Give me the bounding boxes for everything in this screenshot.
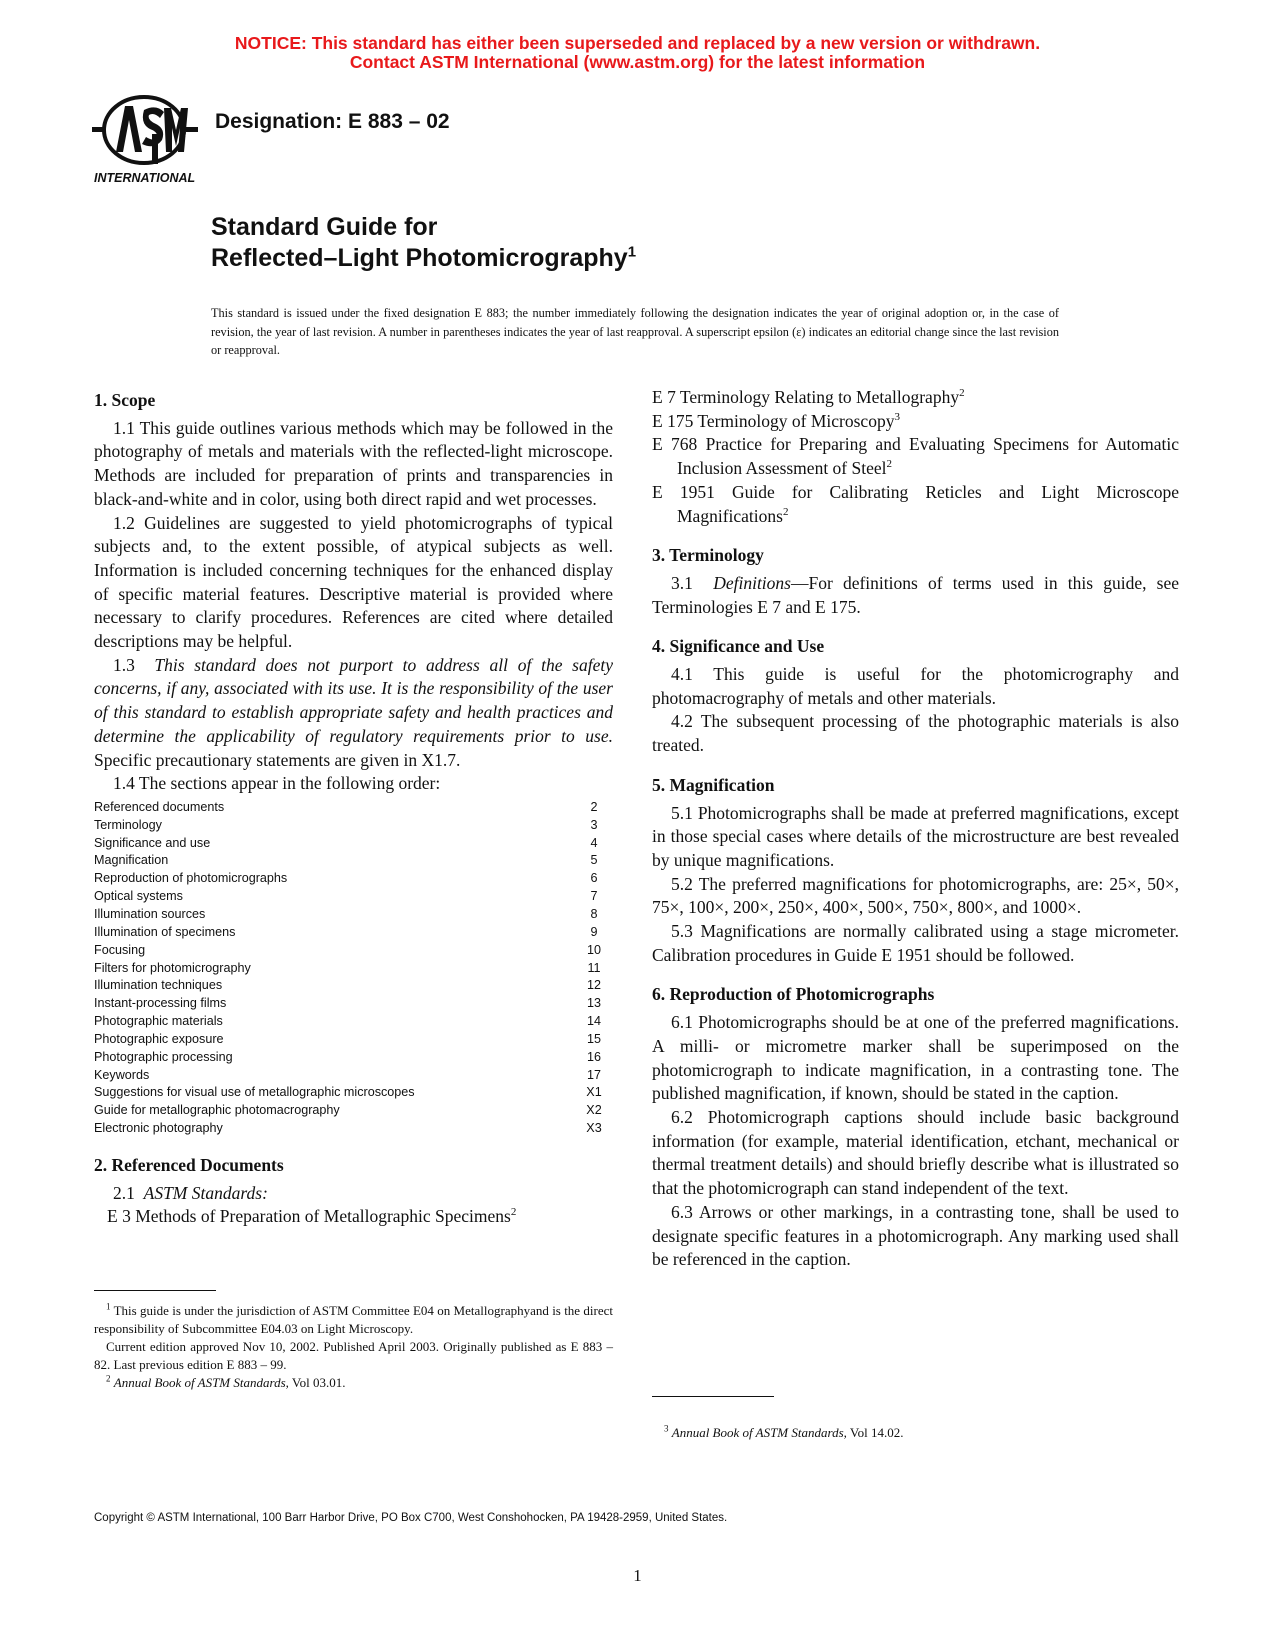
ref-e768-sup: 2 xyxy=(886,458,892,471)
section-reproduction-heading: 6. Reproduction of Photomicrographs xyxy=(652,984,935,1005)
title-line-1: Standard Guide for xyxy=(211,213,438,241)
toc-label: Instant-processing films xyxy=(94,996,227,1011)
page-title xyxy=(211,212,636,274)
toc-num: 3 xyxy=(590,817,598,832)
toc-row xyxy=(94,924,613,942)
toc-row xyxy=(94,1084,613,1102)
toc-label: Significance and use xyxy=(94,835,211,850)
title-footnote-mark: 1 xyxy=(627,243,637,261)
ref-e768-text: E 768 Practice for Preparing and Evaluating Specimens for Automatic Inclusion Assessment of Steel xyxy=(652,434,1179,479)
footnotes-right xyxy=(652,1424,1179,1442)
para-2-1-num: 2.1 xyxy=(113,1182,135,1203)
para-2-1 xyxy=(94,1182,613,1206)
para-1-3 xyxy=(94,654,613,773)
toc-num: 9 xyxy=(590,924,598,939)
footnote-rule-left xyxy=(94,1290,216,1291)
footnotes-left xyxy=(94,1302,613,1392)
para-3-1 xyxy=(652,572,1179,619)
toc-num: 13 xyxy=(586,996,601,1011)
footnote-2 xyxy=(94,1374,613,1392)
toc-num: 4 xyxy=(590,835,598,850)
toc-label: Photographic exposure xyxy=(94,1031,224,1046)
para-3-1-italic: Definitions xyxy=(713,572,791,593)
footnote-2-mark: 2 xyxy=(106,1373,111,1384)
toc-num: 11 xyxy=(587,960,601,975)
toc-label: Photographic materials xyxy=(94,1014,223,1029)
footnote-3-mark: 3 xyxy=(664,1423,669,1434)
footnote-1b: Current edition approved Nov 10, 2002. Published April 2003. Originally published as E 883 – 82. Last previous edition E 883 – 99. xyxy=(94,1339,613,1372)
para-1-2: 1.2 Guidelines are suggested to yield photomicrographs of typical subjects and, to the extent possible, of atypical subjects as well. Information is included concerning techniques for the enhanced display of specific material features. Descriptive material is provided where necessary to clarify procedures. References are cited where detailed descriptions may be helpful. xyxy=(94,512,613,652)
title-line-2-text: Reflected–Light Photomicrography xyxy=(211,244,628,272)
toc-row xyxy=(94,835,613,853)
para-6-1: 6.1 Photomicrographs should be at one of the preferred magnifications. A milli- or micrometre marker shall be superimposed on the photomicrograph to indicate magnification, in a contrasting tone. The published magnification, if known, should be stated in the caption. xyxy=(652,1012,1179,1104)
toc-row xyxy=(94,817,613,835)
ref-e3-text: E 3 Methods of Preparation of Metallographic Specimens xyxy=(107,1206,511,1227)
toc-row xyxy=(94,1031,613,1049)
toc-row xyxy=(94,1013,613,1031)
toc-row xyxy=(94,870,613,888)
ref-e768 xyxy=(652,433,1179,480)
ref-e175-sup: 3 xyxy=(894,410,900,423)
ref-e3 xyxy=(94,1205,613,1229)
para-5-2: 5.2 The preferred magnifications for photomicrographs, are: 25×, 50×, 75×, 100×, 200×, 250×, 400×, 500×, 750×, 800×, and 1000×. xyxy=(652,873,1179,918)
ref-e3-sup: 2 xyxy=(510,1206,517,1219)
footnote-rule-right xyxy=(652,1396,774,1397)
toc-num: 5 xyxy=(590,853,598,868)
toc-num: 10 xyxy=(586,942,601,957)
toc-label: Guide for metallographic photomacrography xyxy=(94,1103,340,1118)
footnote-1 xyxy=(94,1302,613,1338)
toc-label: Illumination sources xyxy=(94,907,206,922)
footnote-1-text: This guide is under the jurisdiction of ASTM Committee E04 on Metallographyand is the direct responsibility of Subcommittee E04.03 on Light Microscopy. xyxy=(94,1303,613,1336)
logo-text: INTERNATIONAL xyxy=(94,171,196,185)
ref-e1951 xyxy=(652,481,1179,528)
para-6-2: 6.2 Photomicrograph captions should include basic background information (for example, material identification, etchant, mechanical or thermal treatment details) and should briefly describe what is illustrated so that the photomicrograph can stand independent of the text. xyxy=(652,1106,1179,1199)
toc-row xyxy=(94,995,613,1013)
footnote-2-rest: Vol 03.01. xyxy=(291,1375,346,1390)
copyright-line: Copyright © ASTM International, 100 Barr Harbor Drive, PO Box C700, West Conshohocken, PA 19428-2959, United States. xyxy=(94,1512,728,1524)
notice-line-2: Contact ASTM International (www.astm.org) for the latest information xyxy=(349,52,926,72)
toc-row xyxy=(94,906,613,924)
toc-num: 15 xyxy=(586,1031,601,1046)
section-terminology-heading: 3. Terminology xyxy=(652,545,764,566)
toc-label: Filters for photomicrography xyxy=(94,960,251,975)
toc-num: 6 xyxy=(590,871,598,886)
toc-row xyxy=(94,799,613,817)
designation: Designation: E 883 – 02 xyxy=(215,110,450,133)
toc-row xyxy=(94,960,613,978)
toc-row xyxy=(94,1120,613,1138)
toc-num: X2 xyxy=(586,1103,602,1118)
para-4-1: 4.1 This guide is useful for the photomicrography and photomacrography of metals and other materials. xyxy=(652,664,1179,708)
section-magnification-heading: 5. Magnification xyxy=(652,774,775,795)
toc-row xyxy=(94,977,613,995)
toc-num: 7 xyxy=(590,889,598,904)
section-scope-heading: 1. Scope xyxy=(94,390,156,410)
toc-num: X1 xyxy=(586,1085,602,1100)
footnote-3-rest: Vol 14.02. xyxy=(849,1425,904,1440)
section-refdocs-heading: 2. Referenced Documents xyxy=(94,1154,284,1175)
toc-num: 14 xyxy=(586,1014,601,1029)
para-1-3-rest: Specific precautionary statements are given in X1.7. xyxy=(94,749,461,770)
toc-label: Electronic photography xyxy=(94,1121,223,1136)
ref-e175 xyxy=(652,410,1179,434)
para-3-1-rest: —For definitions of terms used in this guide, see Terminologies E 7 and E 175. xyxy=(652,572,1179,617)
para-4-2: 4.2 The subsequent processing of the photographic materials is also treated. xyxy=(652,711,1179,756)
toc-num: 12 xyxy=(586,978,601,993)
toc-row xyxy=(94,1102,613,1120)
toc-num: 2 xyxy=(590,799,598,814)
toc-row xyxy=(94,1067,613,1085)
title-line-2 xyxy=(211,243,636,274)
toc-row xyxy=(94,1049,613,1067)
ref-e1951-sup: 2 xyxy=(782,505,789,518)
toc-row xyxy=(94,852,613,870)
page-number: 1 xyxy=(633,1566,642,1585)
left-column xyxy=(94,389,613,1229)
section-significance-heading: 4. Significance and Use xyxy=(652,636,825,657)
ref-e175-text: E 175 Terminology of Microscopy xyxy=(652,410,895,431)
toc-label: Illumination of specimens xyxy=(94,924,236,939)
notice-banner xyxy=(0,34,1275,72)
footnote-2-italic: Annual Book of ASTM Standards, xyxy=(113,1375,289,1390)
toc-label: Suggestions for visual use of metallographic microscopes xyxy=(94,1085,415,1100)
ref-e1951-text: E 1951 Guide for Calibrating Reticles and Light Microscope Magnifications xyxy=(652,481,1179,526)
toc-num: 8 xyxy=(590,907,598,922)
sections-table xyxy=(94,799,613,1138)
ref-e7-text: E 7 Terminology Relating to Metallography xyxy=(652,387,960,407)
toc-num: 17 xyxy=(586,1067,601,1082)
notice-line-1: NOTICE: This standard has either been superseded and replaced by a new version or withdrawn. xyxy=(234,33,1041,53)
toc-label: Optical systems xyxy=(94,889,183,904)
toc-label: Photographic processing xyxy=(94,1049,233,1064)
toc-row xyxy=(94,942,613,960)
toc-label: Focusing xyxy=(94,942,146,957)
footnote-1-mark: 1 xyxy=(106,1301,111,1312)
toc-label: Keywords xyxy=(94,1067,150,1082)
footnote-3 xyxy=(652,1424,1179,1442)
footnote-3-italic: Annual Book of ASTM Standards, xyxy=(671,1425,847,1440)
para-3-1-num: 3.1 xyxy=(671,572,693,593)
toc-label: Reproduction of photomicrographs xyxy=(94,871,288,886)
para-6-3: 6.3 Arrows or other markings, in a contrasting tone, shall be used to designate specific features in a photomicrograph. Any marking used shall be referenced in the caption. xyxy=(652,1201,1179,1270)
toc-label: Terminology xyxy=(94,817,162,832)
issuance-note: This standard is issued under the fixed designation E 883; the number immediately following the designation indicates the year of original adoption or, in the case of revision, the year of last revision. A number in parentheses indicates the year of last reapproval. A superscript epsilon (ε) indicates an editorial change since the last revision or reapproval. xyxy=(211,306,1059,357)
toc-num: 16 xyxy=(586,1049,601,1064)
para-2-1-italic: ASTM Standards: xyxy=(143,1182,268,1203)
para-1-3-num: 1.3 xyxy=(113,654,135,675)
ref-e7-sup: 2 xyxy=(959,387,965,400)
astm-logo xyxy=(92,94,200,186)
toc-label: Illumination techniques xyxy=(94,978,223,993)
para-5-3: 5.3 Magnifications are normally calibrated using a stage micrometer. Calibration procedures in Guide E 1951 should be followed. xyxy=(652,921,1179,965)
para-1-4: 1.4 The sections appear in the following order: xyxy=(113,773,441,794)
para-5-1: 5.1 Photomicrographs shall be made at preferred magnifications, except in those special cases where details of the microstructure are best revealed by unique magnifications. xyxy=(652,802,1179,870)
toc-row xyxy=(94,888,613,906)
safety-statement: This standard does not purport to address all of the safety concerns, if any, associated with its use. It is the responsibility of the user of this standard to establish appropriate safety and health practices and determine the applicability of regulatory requirements prior to use. xyxy=(94,654,614,746)
astm-logo-icon xyxy=(92,94,200,186)
right-column xyxy=(652,386,1179,1272)
toc-label: Magnification xyxy=(94,853,169,868)
toc-num: X3 xyxy=(586,1121,602,1136)
ref-e7 xyxy=(652,386,1179,410)
toc-label: Referenced documents xyxy=(94,799,225,814)
para-1-1: 1.1 This guide outlines various methods which may be followed in the photography of metals and materials with the reflected-light microscope. Methods are included for preparation of prints and transparencies in black-and-white and in color, using both direct rapid and wet processes. xyxy=(94,417,613,509)
